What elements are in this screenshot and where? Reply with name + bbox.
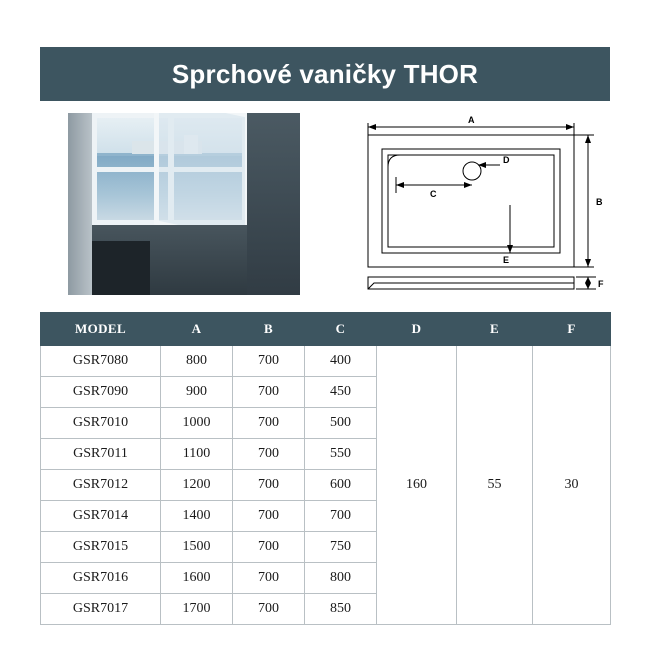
shower-tray-photo [68,113,300,295]
cell-c: 450 [305,377,377,408]
cell-c: 500 [305,408,377,439]
cell-e-merged: 55 [457,346,533,625]
dim-label-d: D [503,155,510,165]
cell-a: 1200 [161,470,233,501]
cell-a: 900 [161,377,233,408]
column-header-model: MODEL [41,313,161,346]
cell-model: GSR7012 [41,470,161,501]
cell-a: 1600 [161,563,233,594]
dim-label-b: B [596,197,603,207]
cell-model: GSR7017 [41,594,161,625]
specification-table-wrapper [40,312,610,625]
page-title: Sprchové vaničky THOR [171,58,479,89]
dim-label-e: E [503,255,510,265]
cell-b: 700 [233,501,305,532]
cell-c: 750 [305,532,377,563]
cell-b: 700 [233,439,305,470]
photo-wall-right [247,113,300,295]
cell-model: GSR7090 [41,377,161,408]
cell-model: GSR7015 [41,532,161,563]
specification-table [40,312,611,625]
dim-label-a: A [468,115,475,125]
cell-a: 1000 [161,408,233,439]
cell-c: 600 [305,470,377,501]
column-header-d: D [377,313,457,346]
cell-a: 1100 [161,439,233,470]
cell-b: 700 [233,563,305,594]
photo-dark-panel [92,241,150,295]
column-header-b: B [233,313,305,346]
column-header-e: E [457,313,533,346]
cell-a: 1500 [161,532,233,563]
cell-c: 550 [305,439,377,470]
cell-c: 400 [305,346,377,377]
cell-c: 700 [305,501,377,532]
table-header-row [41,313,611,346]
cell-b: 700 [233,594,305,625]
page-title-bar [40,47,610,101]
column-header-f: F [533,313,611,346]
dim-label-c: C [430,189,437,199]
cell-b: 700 [233,346,305,377]
technical-drawing [360,113,610,298]
cell-model: GSR7014 [41,501,161,532]
cell-b: 700 [233,408,305,439]
cell-b: 700 [233,470,305,501]
column-header-a: A [161,313,233,346]
cell-a: 1700 [161,594,233,625]
cell-f-merged: 30 [533,346,611,625]
cell-model: GSR7010 [41,408,161,439]
column-header-c: C [305,313,377,346]
cell-c: 800 [305,563,377,594]
cell-c: 850 [305,594,377,625]
cell-model: GSR7016 [41,563,161,594]
cell-a: 800 [161,346,233,377]
cell-b: 700 [233,532,305,563]
table-row [41,346,611,377]
cell-d-merged: 160 [377,346,457,625]
cell-a: 1400 [161,501,233,532]
photo-wall-left [68,113,92,295]
cell-model: GSR7080 [41,346,161,377]
cell-b: 700 [233,377,305,408]
dim-label-f: F [598,279,604,289]
cell-model: GSR7011 [41,439,161,470]
